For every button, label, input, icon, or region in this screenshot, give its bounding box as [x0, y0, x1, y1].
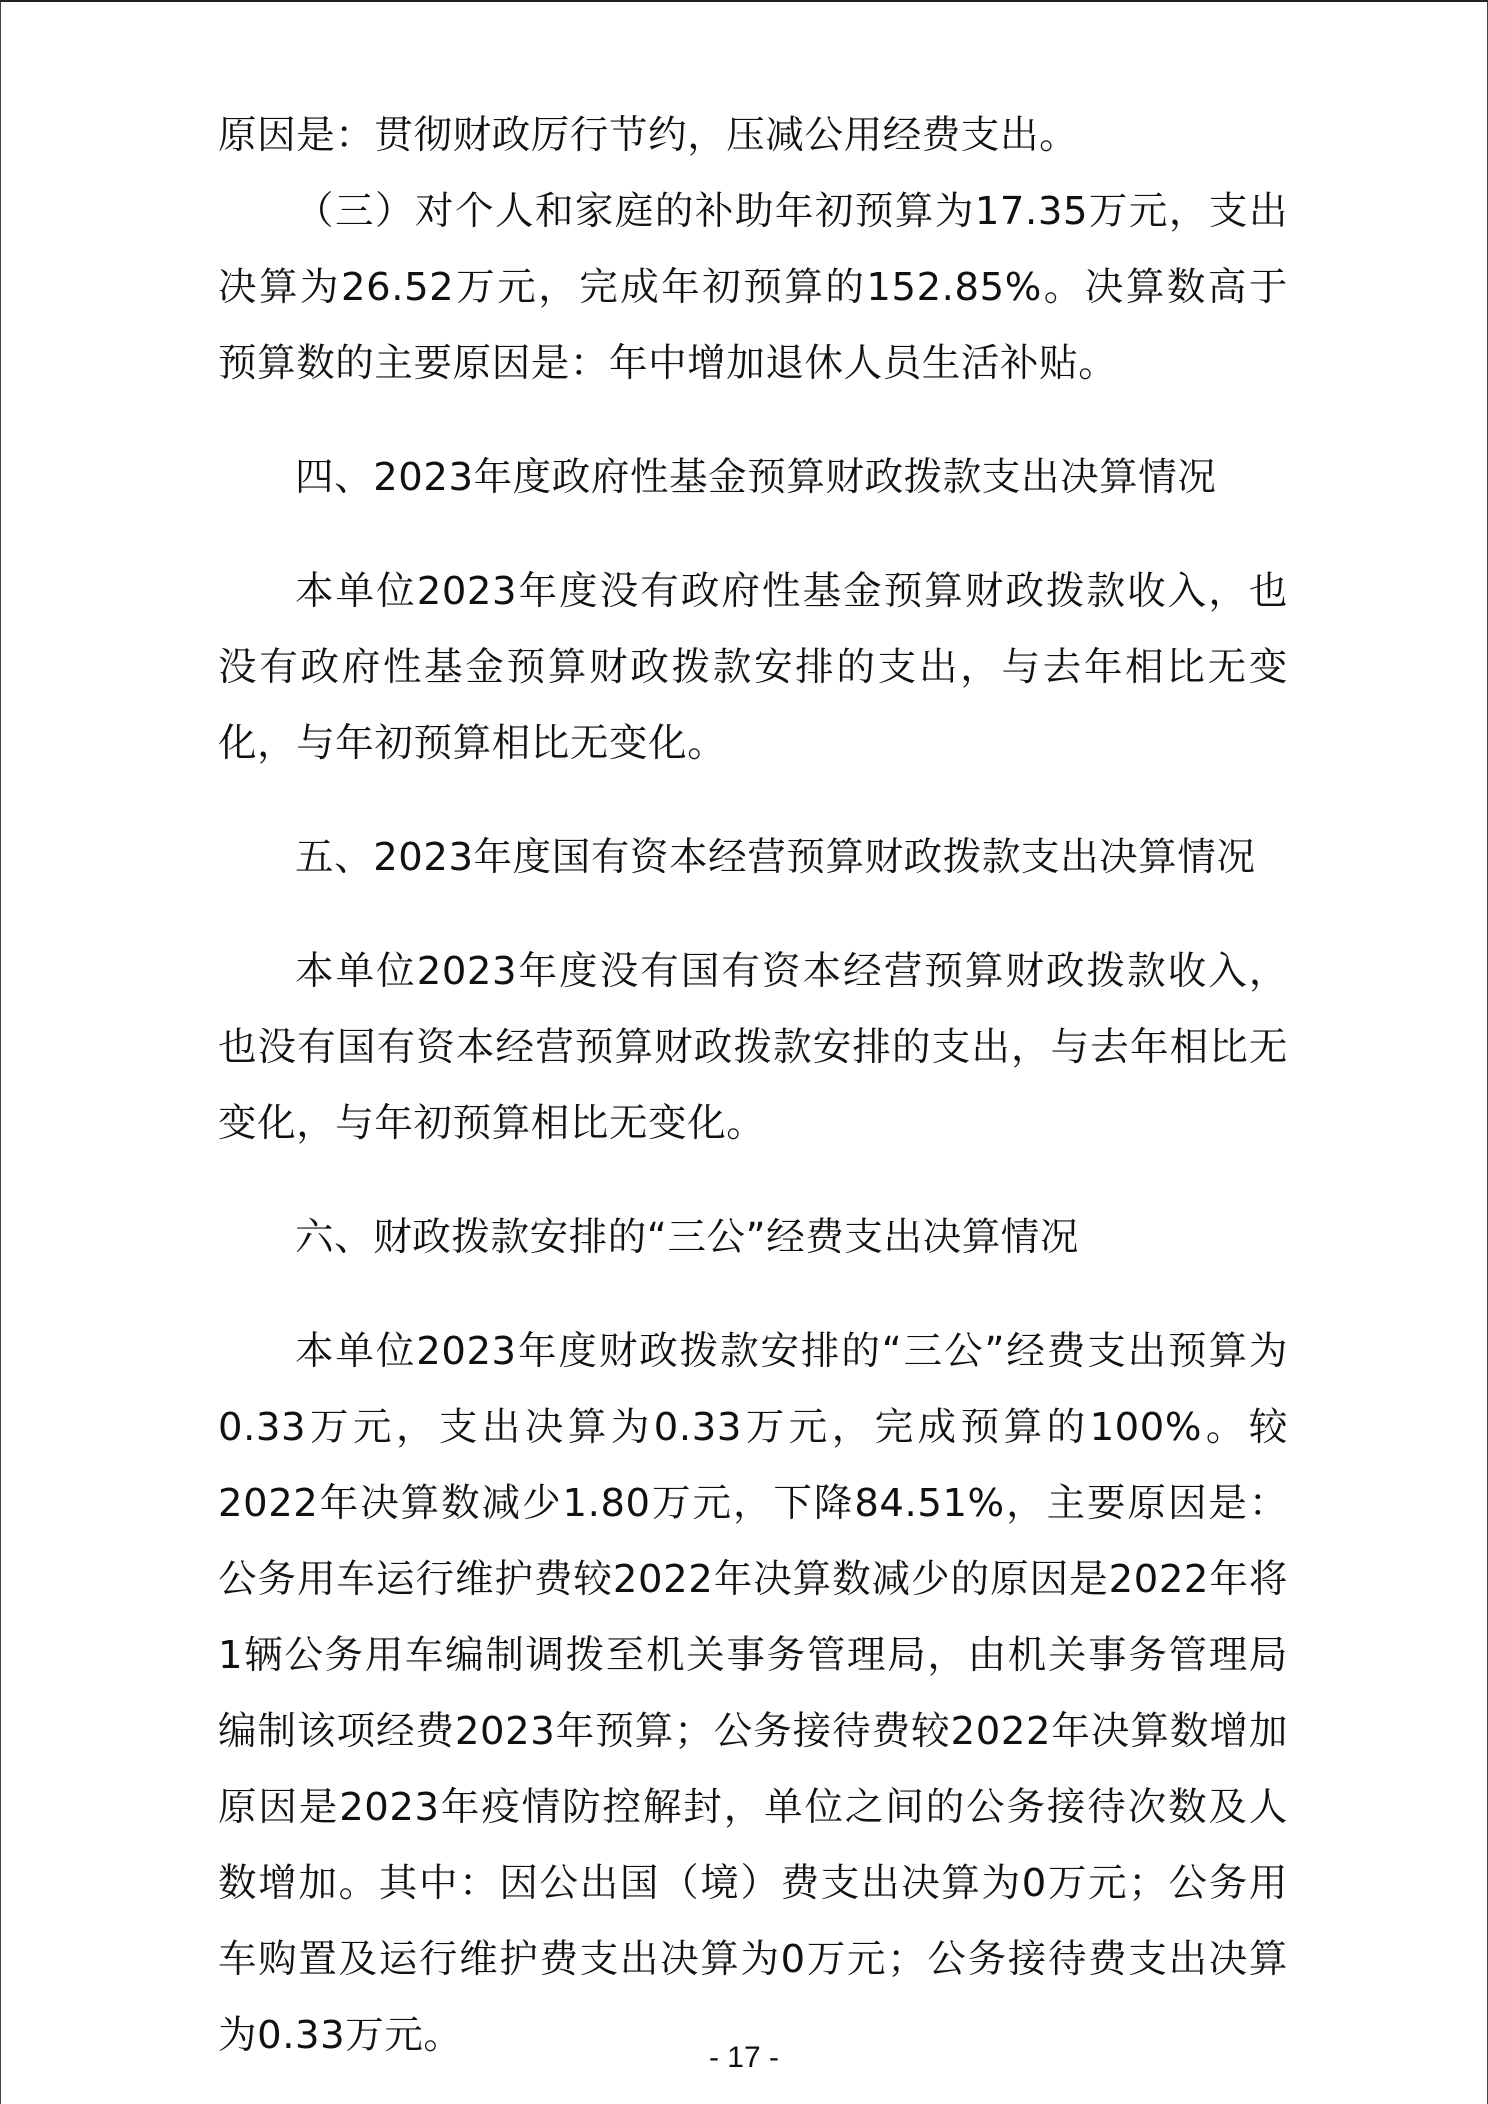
section6-paragraph: 本单位2023年度财政拨款安排的“三公”经费支出预算为0.33万元，支出决算为0.33万元，完成预算的100%。较2022年决算数减少1.80万元，下降84.51%，主要原因是：公务用车运行维护费较2022年决算数减少的原因是2022年将1辆公务用车编制调拨至机关事务管理局，由机关事务管理局编制该项经费2023年预算；公务接待费较2022年决算数增加原因是2023年疫情防控解封，单位之间的公务接待次数及人数增加。其中：因公出国（境）费支出决算为0万元；公务用车购置及运行维护费支出决算为0万元；公务接待费支出决算为0.33万元。 [218, 1329, 1288, 2058]
section-heading-6: 六、财政拨款安排的“三公”经费支出决算情况 [295, 1215, 1079, 1260]
section-heading-4: 四、2023年度政府性基金预算财政拨款支出决算情况 [295, 455, 1217, 500]
section5-paragraph: 本单位2023年度没有国有资本经营预算财政拨款收入，也没有国有资本经营预算财政拨款安排的支出，与去年相比无变化，与年初预算相比无变化。 [218, 949, 1288, 1146]
document-body [218, 98, 1288, 2074]
spacer [218, 896, 1288, 934]
spacer [218, 402, 1288, 440]
spacer [218, 1276, 1288, 1314]
spacer [218, 516, 1288, 554]
spacer [218, 1162, 1288, 1200]
section-heading-5: 五、2023年度国有资本经营预算财政拨款支出决算情况 [295, 835, 1256, 880]
page-number: - 17 - [708, 2041, 780, 2074]
continuation-paragraph: 原因是：贯彻财政厉行节约，压减公用经费支出。 [218, 113, 1079, 158]
section3-item3-paragraph: （三）对个人和家庭的补助年初预算为17.35万元，支出决算为26.52万元，完成年初预算的152.85%。决算数高于预算数的主要原因是：年中增加退休人员生活补贴。 [218, 189, 1288, 386]
spacer [218, 782, 1288, 820]
section4-paragraph: 本单位2023年度没有政府性基金预算财政拨款收入，也没有政府性基金预算财政拨款安排的支出，与去年相比无变化，与年初预算相比无变化。 [218, 569, 1288, 766]
